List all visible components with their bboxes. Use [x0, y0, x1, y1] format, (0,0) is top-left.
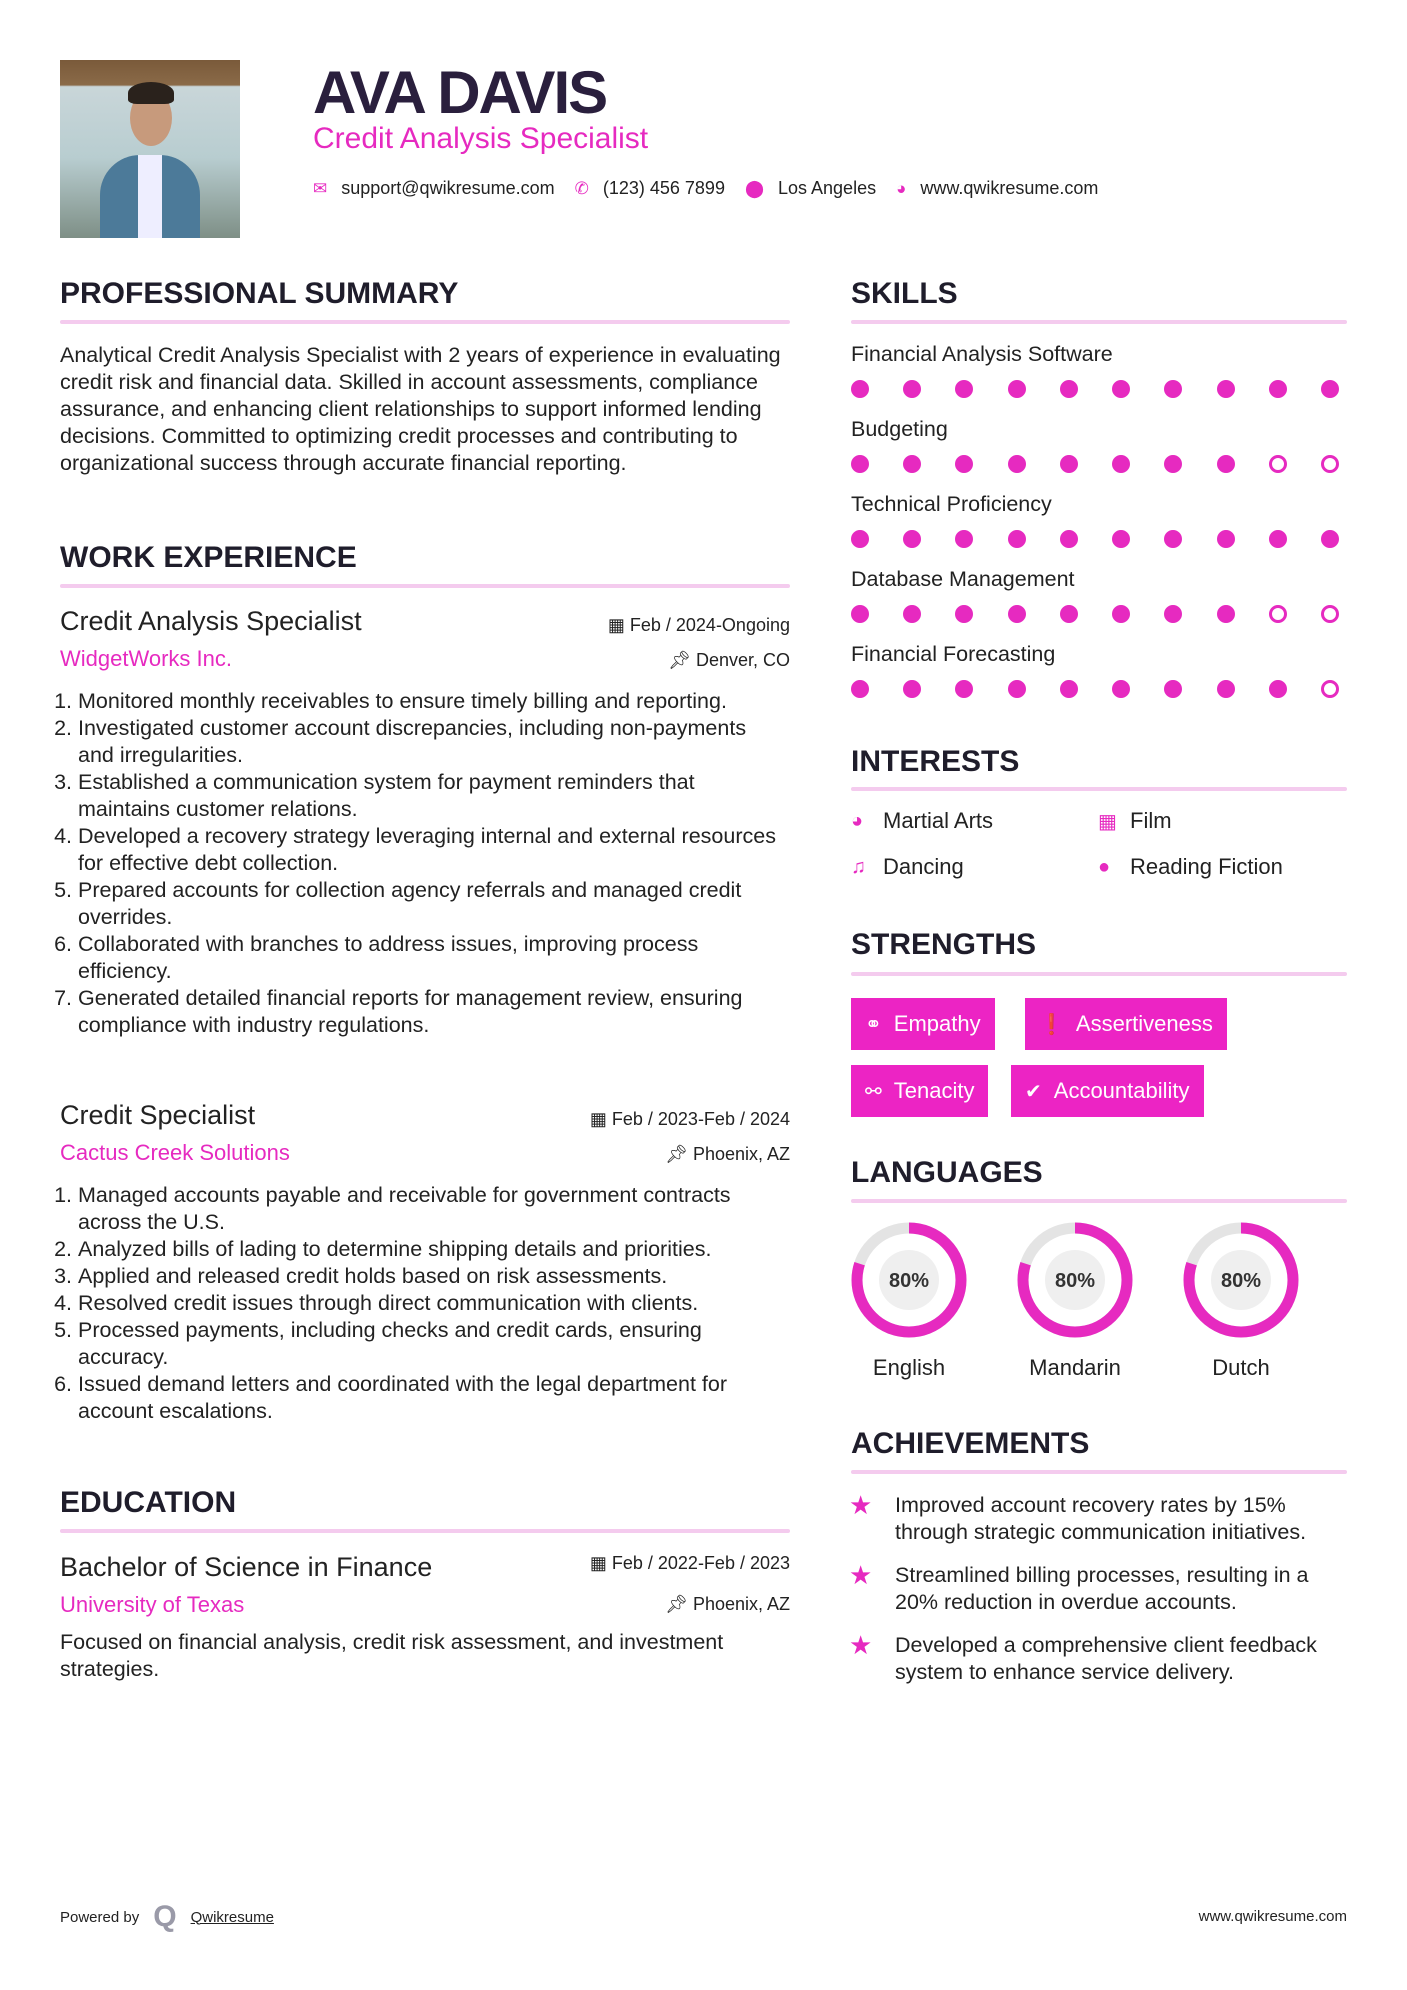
strength-badge	[1025, 998, 1227, 1050]
interests-heading: INTERESTS	[851, 745, 1020, 778]
divider	[851, 787, 1347, 791]
location-text: Phoenix, AZ	[692, 1144, 790, 1164]
skills-heading: SKILLS	[851, 277, 958, 310]
achievement-text: Developed a comprehensive client feedback system to enhance service delivery.	[895, 1633, 1317, 1684]
star-icon: ★	[849, 1560, 873, 1590]
language-percent: 80%	[1220, 1270, 1262, 1292]
location: Los Angeles	[778, 178, 877, 198]
rating-dot-filled	[955, 530, 973, 548]
rating-dot-filled	[851, 680, 869, 698]
bullet-item: 6. Collaborated with branches to address issues, improving process efficiency.	[78, 931, 785, 985]
skill-rating	[851, 605, 1339, 623]
bullet-item: 4. Developed a recovery strategy leveraging internal and external resources for effective debt collection.	[78, 823, 785, 877]
rating-dot-filled	[1112, 605, 1130, 623]
gamepad-icon: ●	[1098, 855, 1111, 878]
interest-label: Martial Arts	[883, 808, 994, 833]
language-item	[844, 1218, 974, 1381]
pin-icon: 📌︎	[665, 1144, 693, 1164]
rating-dot-filled	[851, 530, 869, 548]
rating-dot-filled	[903, 680, 921, 698]
rating-dot-filled	[1008, 380, 1026, 398]
education-heading: EDUCATION	[60, 1486, 237, 1519]
rating-dot-filled	[903, 605, 921, 623]
divider	[60, 584, 790, 588]
rating-dot-filled	[1217, 455, 1235, 473]
rating-dot-empty	[1321, 680, 1339, 698]
star-icon: ★	[849, 1490, 873, 1520]
rating-dot-filled	[851, 380, 869, 398]
skill-rating	[851, 530, 1339, 548]
candidate-title: Credit Analysis Specialist	[313, 122, 649, 155]
rating-dot-filled	[1112, 530, 1130, 548]
bullet-item: 1. Monitored monthly receivables to ensure timely billing and reporting.	[78, 688, 785, 715]
job-location	[665, 1144, 790, 1165]
skill-name: Financial Analysis Software	[851, 342, 1113, 366]
globe-icon: ◕	[851, 809, 864, 832]
education-location	[665, 1594, 790, 1615]
profile-photo	[60, 60, 240, 238]
rating-dot-filled	[1008, 680, 1026, 698]
language-name: Mandarin	[1029, 1355, 1121, 1380]
calendar-icon: ▦	[589, 1109, 612, 1129]
film-icon: ▦	[1098, 810, 1117, 833]
music-icon: ♫	[851, 855, 866, 878]
calendar-icon: ▦	[589, 1553, 612, 1573]
education-date	[590, 1553, 790, 1574]
rating-dot-filled	[1269, 680, 1287, 698]
language-progress-ring	[1013, 1218, 1137, 1342]
rating-dot-filled	[1008, 455, 1026, 473]
degree: Bachelor of Science in Finance	[60, 1552, 433, 1582]
bullet-item: 5. Prepared accounts for collection agency referrals and managed credit overrides.	[78, 877, 785, 931]
qwikresume-logo-icon: Q	[153, 1900, 177, 1933]
rating-dot-filled	[1060, 530, 1078, 548]
location-text: Denver, CO	[695, 650, 790, 670]
strengths-heading: STRENGTHS	[851, 928, 1037, 961]
rating-dot-filled	[1060, 605, 1078, 623]
location-text: Phoenix, AZ	[692, 1594, 790, 1614]
rating-dot-filled	[1269, 530, 1287, 548]
bullet-item: 3. Established a communication system for payment reminders that maintains customer relations.	[78, 769, 785, 823]
work-experience-heading: WORK EXPERIENCE	[60, 541, 357, 574]
interest-item	[851, 854, 964, 880]
rating-dot-empty	[1269, 605, 1287, 623]
date-text: Feb / 2024-Ongoing	[629, 615, 790, 635]
rating-dot-filled	[1060, 380, 1078, 398]
rating-dot-filled	[1164, 380, 1182, 398]
rating-dot-filled	[1164, 680, 1182, 698]
job-title: Credit Specialist	[60, 1100, 256, 1130]
bullet-item: 6. Issued demand letters and coordinated with the legal department for account escalations.	[78, 1371, 785, 1425]
pin-icon: 📌︎	[668, 650, 696, 670]
achievement-item	[849, 1562, 1349, 1616]
rating-dot-empty	[1269, 455, 1287, 473]
rating-dot-filled	[1217, 680, 1235, 698]
school: University of Texas	[60, 1592, 245, 1617]
rating-dot-filled	[955, 455, 973, 473]
rating-dot-filled	[955, 380, 973, 398]
achievement-text: Improved account recovery rates by 15% through strategic communication initiatives.	[895, 1493, 1307, 1544]
skill-rating	[851, 455, 1339, 473]
rating-dot-filled	[1164, 455, 1182, 473]
bullet-item: 2. Analyzed bills of lading to determine shipping details and priorities.	[78, 1236, 785, 1263]
language-progress-ring	[1179, 1218, 1303, 1342]
strength-label: Empathy	[893, 1011, 981, 1036]
rating-dot-filled	[1321, 380, 1339, 398]
bullet-item: 2. Investigated customer account discrepancies, including non-payments and irregularities.	[78, 715, 785, 769]
divider	[851, 1199, 1347, 1203]
divider	[851, 1470, 1347, 1474]
interest-item	[1098, 808, 1172, 834]
rating-dot-filled	[851, 455, 869, 473]
rating-dot-filled	[1008, 530, 1026, 548]
skill-name: Financial Forecasting	[851, 642, 1056, 666]
rating-dot-filled	[1060, 455, 1078, 473]
link-icon: ⚯	[865, 1080, 882, 1103]
envelope-icon: ✉	[313, 178, 328, 198]
language-name: English	[872, 1355, 946, 1380]
email[interactable]: support@qwikresume.com	[341, 178, 555, 198]
job-date	[590, 1109, 790, 1130]
job-date	[608, 615, 790, 636]
language-item	[1010, 1218, 1140, 1381]
job-bullets	[60, 688, 785, 1039]
skill-name: Technical Proficiency	[851, 492, 1052, 516]
education-description: Focused on financial analysis, credit risk assessment, and investment strategies.	[60, 1630, 724, 1681]
rating-dot-filled	[955, 680, 973, 698]
skill-rating	[851, 680, 1339, 698]
skill-name: Budgeting	[851, 417, 948, 441]
language-name: Dutch	[1212, 1355, 1270, 1380]
rating-dot-filled	[1217, 380, 1235, 398]
phone-icon: ✆	[574, 178, 589, 198]
company-name: WidgetWorks Inc.	[60, 646, 232, 671]
divider	[851, 320, 1347, 324]
rating-dot-filled	[1112, 680, 1130, 698]
strength-label: Assertiveness	[1075, 1011, 1213, 1036]
strength-badge	[1011, 1065, 1204, 1117]
rating-dot-filled	[903, 530, 921, 548]
date-text: Feb / 2022-Feb / 2023	[611, 1553, 790, 1573]
interest-item	[851, 808, 993, 834]
strength-badge	[851, 1065, 988, 1117]
handshake-icon: ⚭	[865, 1013, 882, 1036]
skill-name: Database Management	[851, 567, 1075, 591]
footer-website[interactable]: www.qwikresume.com	[1198, 1908, 1347, 1925]
footer-powered-by	[60, 1900, 274, 1934]
job-location	[668, 650, 790, 671]
divider	[60, 1529, 790, 1533]
divider	[851, 972, 1347, 976]
check-circle-icon: ✔	[1025, 1080, 1042, 1103]
skill-rating	[851, 380, 1339, 398]
rating-dot-filled	[1217, 605, 1235, 623]
interest-item	[1098, 854, 1283, 880]
summary-heading: PROFESSIONAL SUMMARY	[60, 277, 459, 310]
bullet-item: 4. Resolved credit issues through direct communication with clients.	[78, 1290, 785, 1317]
contact-bar	[313, 178, 1118, 199]
interest-label: Dancing	[883, 854, 964, 879]
achievements-heading: ACHIEVEMENTS	[851, 1427, 1090, 1460]
rating-dot-empty	[1321, 605, 1339, 623]
company-name: Cactus Creek Solutions	[60, 1140, 290, 1165]
rating-dot-filled	[1269, 380, 1287, 398]
achievement-text: Streamlined billing processes, resulting in a 20% reduction in overdue accounts.	[895, 1563, 1309, 1614]
interest-label: Reading Fiction	[1130, 854, 1283, 879]
rating-dot-filled	[1321, 530, 1339, 548]
rating-dot-filled	[1217, 530, 1235, 548]
rating-dot-filled	[1164, 605, 1182, 623]
rating-dot-filled	[1164, 530, 1182, 548]
summary-text: Analytical Credit Analysis Specialist with 2 years of experience in evaluating credit risk and financial data. Skilled in account assessments, compliance assurance, and enhancing client relationships to support informed lending decisions. Committed to optimizing credit processes and contributing to organizational success through accurate financial reporting.	[60, 343, 781, 475]
strength-label: Tenacity	[893, 1078, 975, 1103]
rating-dot-filled	[1008, 605, 1026, 623]
job-title: Credit Analysis Specialist	[60, 606, 362, 636]
bullet-item: 7. Generated detailed financial reports for management review, ensuring compliance with industry regulations.	[78, 985, 785, 1039]
interest-label: Film	[1130, 808, 1172, 833]
pin-icon: 📌︎	[665, 1594, 693, 1614]
map-pin-icon: ⬤	[744, 178, 764, 198]
language-percent: 80%	[1054, 1270, 1096, 1292]
languages-heading: LANGUAGES	[851, 1156, 1043, 1189]
achievement-item	[849, 1632, 1349, 1686]
calendar-icon: ▦	[607, 615, 630, 635]
website[interactable]: www.qwikresume.com	[920, 178, 1099, 198]
language-progress-ring	[847, 1218, 971, 1342]
bullet-item: 1. Managed accounts payable and receivable for government contracts across the U.S.	[78, 1182, 785, 1236]
language-item	[1176, 1218, 1306, 1381]
divider	[60, 320, 790, 324]
rating-dot-filled	[955, 605, 973, 623]
rating-dot-filled	[903, 380, 921, 398]
date-text: Feb / 2023-Feb / 2024	[611, 1109, 790, 1129]
qwikresume-link[interactable]: Qwikresume	[190, 1908, 274, 1926]
rating-dot-empty	[1321, 455, 1339, 473]
rating-dot-filled	[851, 605, 869, 623]
job-bullets	[60, 1182, 785, 1425]
rating-dot-filled	[1060, 680, 1078, 698]
strength-badge	[851, 998, 995, 1050]
rating-dot-filled	[1112, 455, 1130, 473]
star-icon: ★	[849, 1630, 873, 1660]
phone: (123) 456 7899	[602, 178, 725, 198]
strength-label: Accountability	[1053, 1078, 1190, 1103]
bullet-item: 3. Applied and released credit holds based on risk assessments.	[78, 1263, 785, 1290]
achievement-item	[849, 1492, 1349, 1546]
globe-icon: ◕	[896, 178, 907, 198]
candidate-name: AVA DAVIS	[313, 59, 607, 126]
exclamation-circle-icon: ❗	[1039, 1013, 1064, 1036]
language-percent: 80%	[888, 1270, 930, 1292]
rating-dot-filled	[1112, 380, 1130, 398]
bullet-item: 5. Processed payments, including checks and credit cards, ensuring accuracy.	[78, 1317, 785, 1371]
rating-dot-filled	[903, 455, 921, 473]
powered-by-text: Powered by	[60, 1908, 140, 1926]
